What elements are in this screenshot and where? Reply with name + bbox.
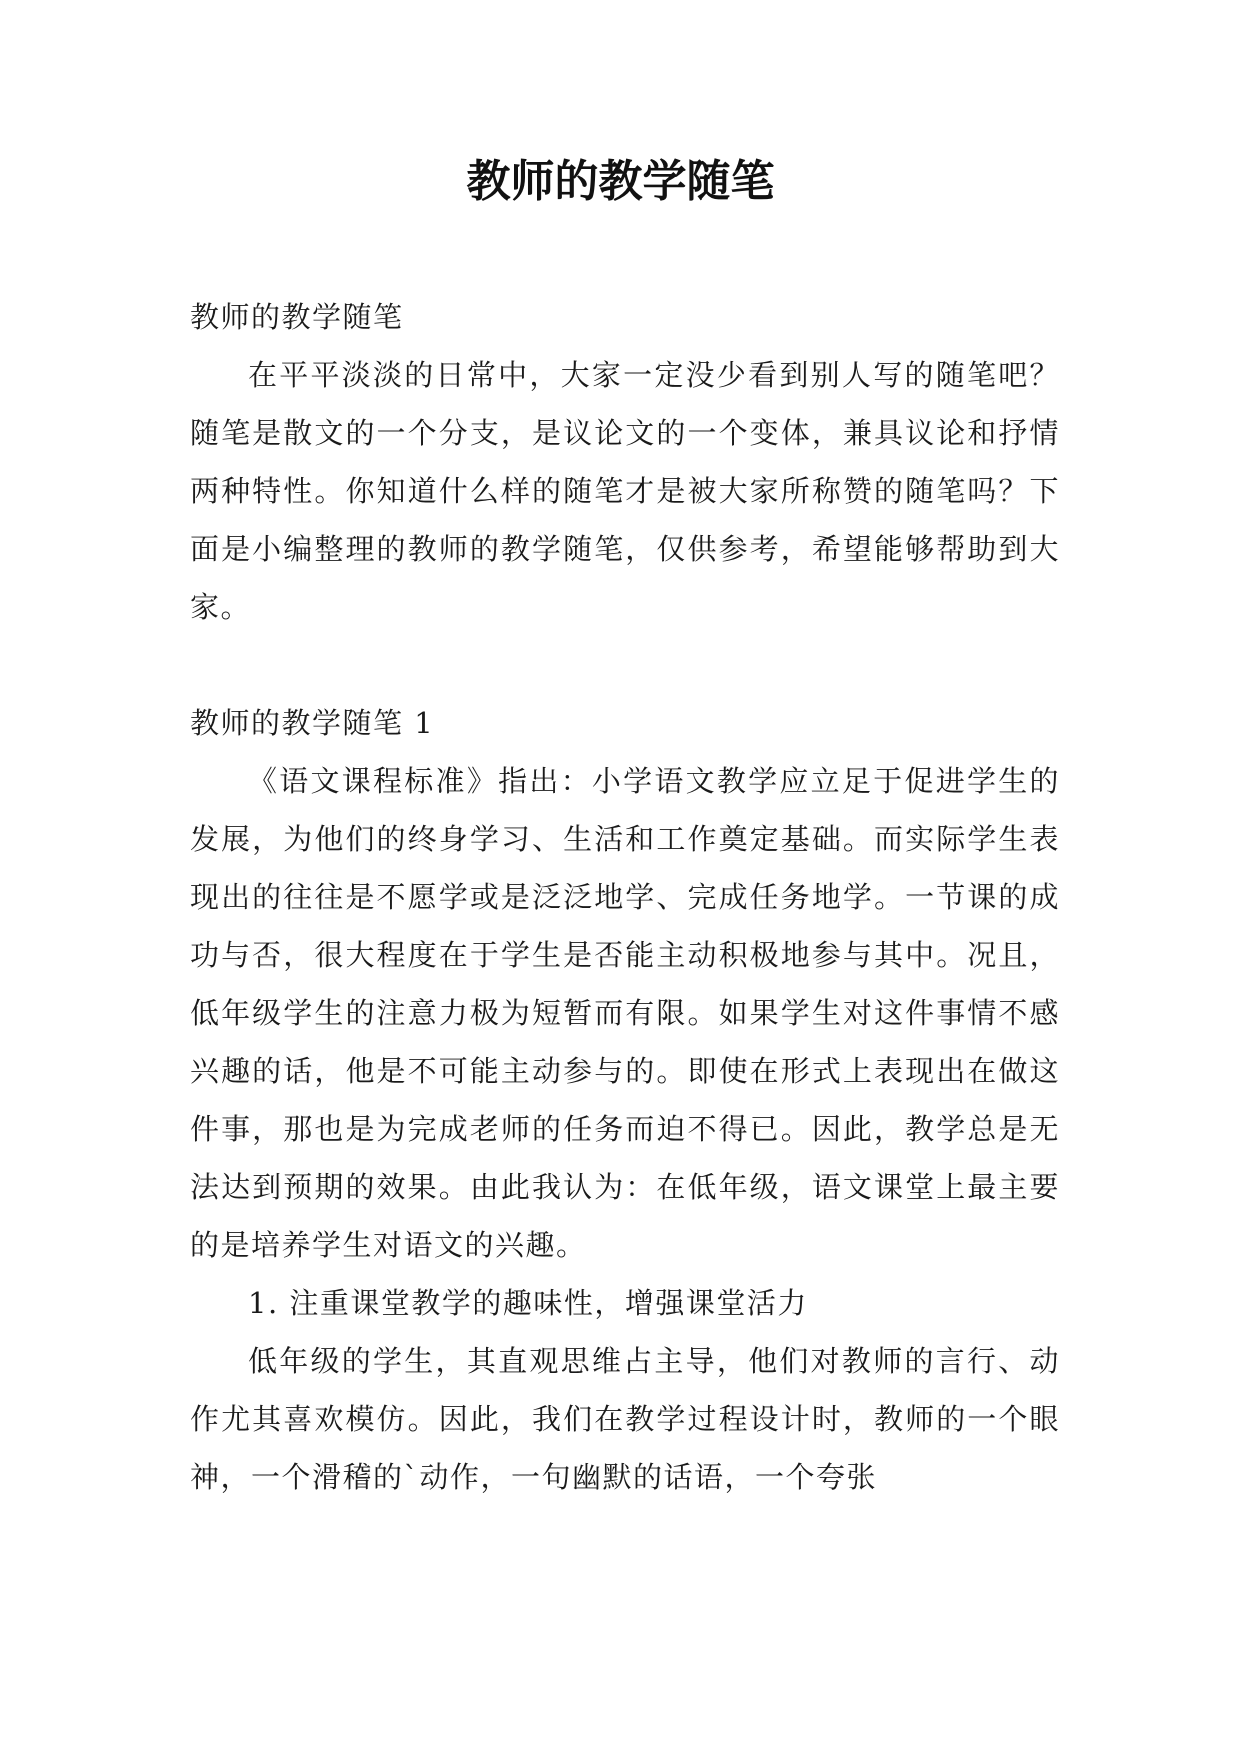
intro-heading: 教师的教学随笔 bbox=[190, 300, 404, 334]
section-subheading: 1. 注重课堂教学的趣味性，增强课堂活力 bbox=[248, 1286, 808, 1320]
section-heading: 教师的教学随笔 1 bbox=[190, 706, 435, 740]
document-body bbox=[190, 288, 1060, 1506]
section-paragraph: 低年级的学生，其直观思维占主导，他们对教师的言行、动作尤其喜欢模仿。因此，我们在教学过程设计时，教师的一个眼神，一个滑稽的`动作，一句幽默的话语，一个夸张 bbox=[190, 1344, 1060, 1494]
page-title: 教师的教学随笔 bbox=[466, 156, 775, 207]
section-paragraph: 《语文课程标准》指出：小学语文教学应立足于促进学生的发展，为他们的终身学习、生活和工作奠定基础。而实际学生表现出的往往是不愿学或是泛泛地学、完成任务地学。一节课的成功与否，很大程度在于学生是否能主动积极地参与其中。况且，低年级学生的注意力极为短暂而有限。如果学生对这件事情不感兴趣的话，他是不可能主动参与的。即使在形式上表现出在做这件事，那也是为完成老师的任务而迫不得已。因此，教学总是无法达到预期的效果。由此我认为：在低年级，语文课堂上最主要的是培养学生对语文的兴趣。 bbox=[190, 764, 1060, 1262]
paragraph-spacer bbox=[190, 636, 1060, 694]
intro-paragraph: 在平平淡淡的日常中，大家一定没少看到别人写的随笔吧？随笔是散文的一个分支，是议论文的一个变体，兼具议论和抒情两种特性。你知道什么样的随笔才是被大家所称赞的随笔吗？下面是小编整理的教师的教学随笔，仅供参考，希望能够帮助到大家。 bbox=[190, 358, 1060, 624]
